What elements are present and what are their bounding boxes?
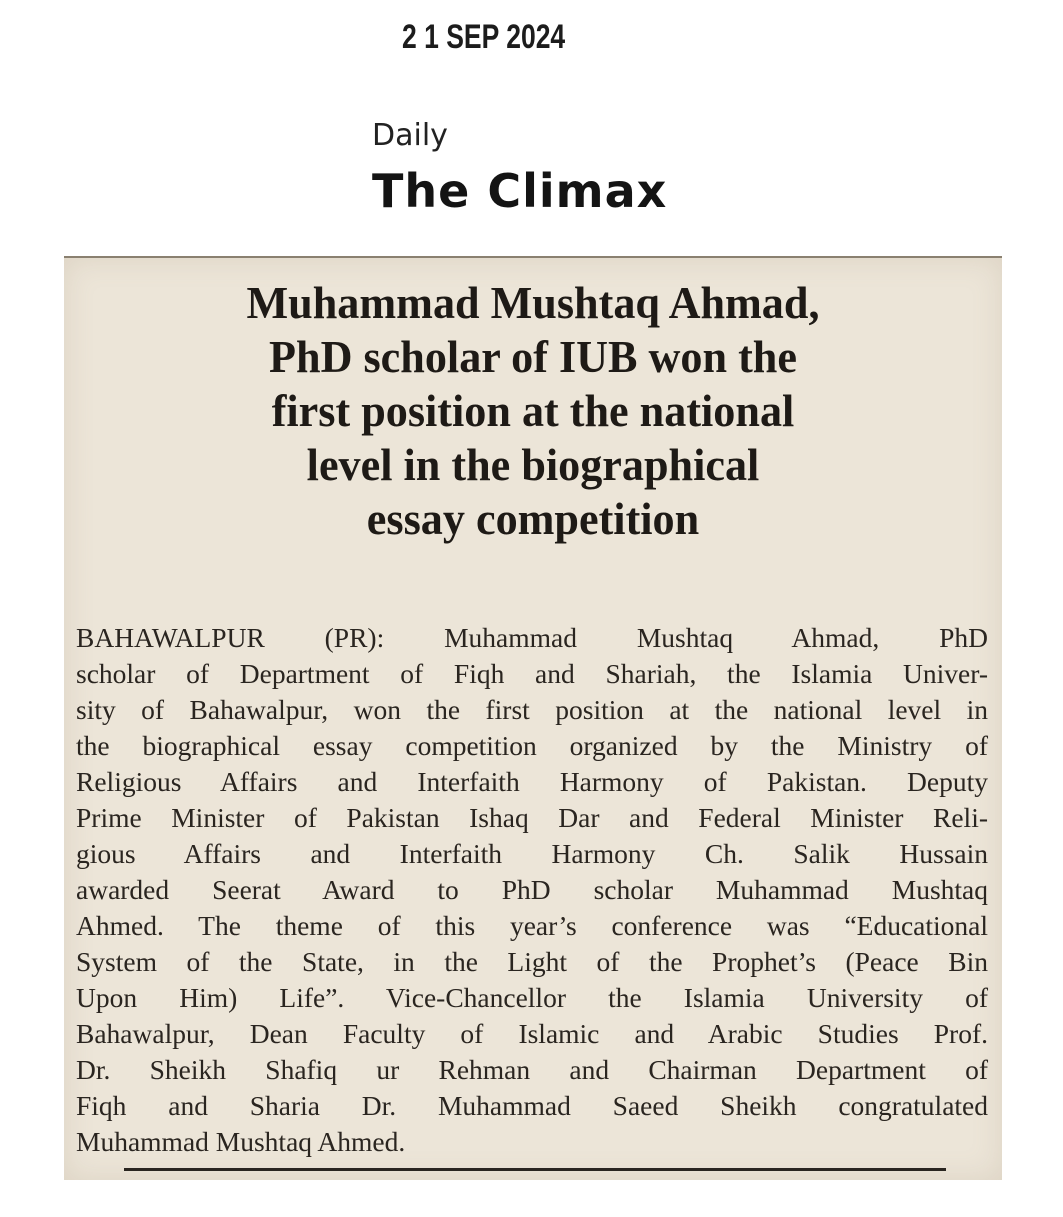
bottom-rule [124,1168,946,1171]
body-line: Upon Him) Life”. Vice-Chancellor the Islamia University of [76,982,988,1013]
body-line: awarded Seerat Award to PhD scholar Muhammad Mushtaq [76,874,988,905]
body-line: gious Affairs and Interfaith Harmony Ch. Salik Hussain [76,838,988,869]
body-line: Religious Affairs and Interfaith Harmony of Pakistan. Deputy [76,766,988,797]
body-line: Fiqh and Sharia Dr. Muhammad Saeed Sheikh congratulated [76,1090,988,1121]
body-line: Prime Minister of Pakistan Ishaq Dar and Federal Minister Reli- [76,802,988,833]
body-line: scholar of Department of Fiqh and Shariah, the Islamia Univer- [76,658,988,689]
publication-prefix: Daily [372,118,448,153]
body-line: BAHAWALPUR (PR): Muhammad Mushtaq Ahmad, PhD [76,622,988,653]
publication-name: The Climax [372,164,668,218]
headline-line: Muhammad Mushtaq Ahmad, [246,277,820,328]
article-body [76,620,988,1160]
headline-line: first position at the national [271,385,795,436]
date-stamp: 2 1 SEP 2024 [402,18,566,56]
headline-line: PhD scholar of IUB won the [269,331,797,382]
headline-line: essay competition [366,493,700,544]
body-line: Dr. Sheikh Shafiq ur Rehman and Chairman Department of [76,1054,988,1085]
body-line: Ahmed. The theme of this year’s conference was “Educational [76,910,988,941]
newspaper-clipping [64,256,1002,1180]
article-headline [83,276,983,546]
body-line: sity of Bahawalpur, won the first position at the national level in [76,694,988,725]
body-line: the biographical essay competition organized by the Ministry of [76,730,988,761]
body-line: System of the State, in the Light of the Prophet’s (Peace Bin [76,946,988,977]
body-line: Bahawalpur, Dean Faculty of Islamic and Arabic Studies Prof. [76,1018,988,1049]
body-line: Muhammad Mushtaq Ahmed. [76,1126,406,1157]
headline-line: level in the biographical [306,439,760,490]
